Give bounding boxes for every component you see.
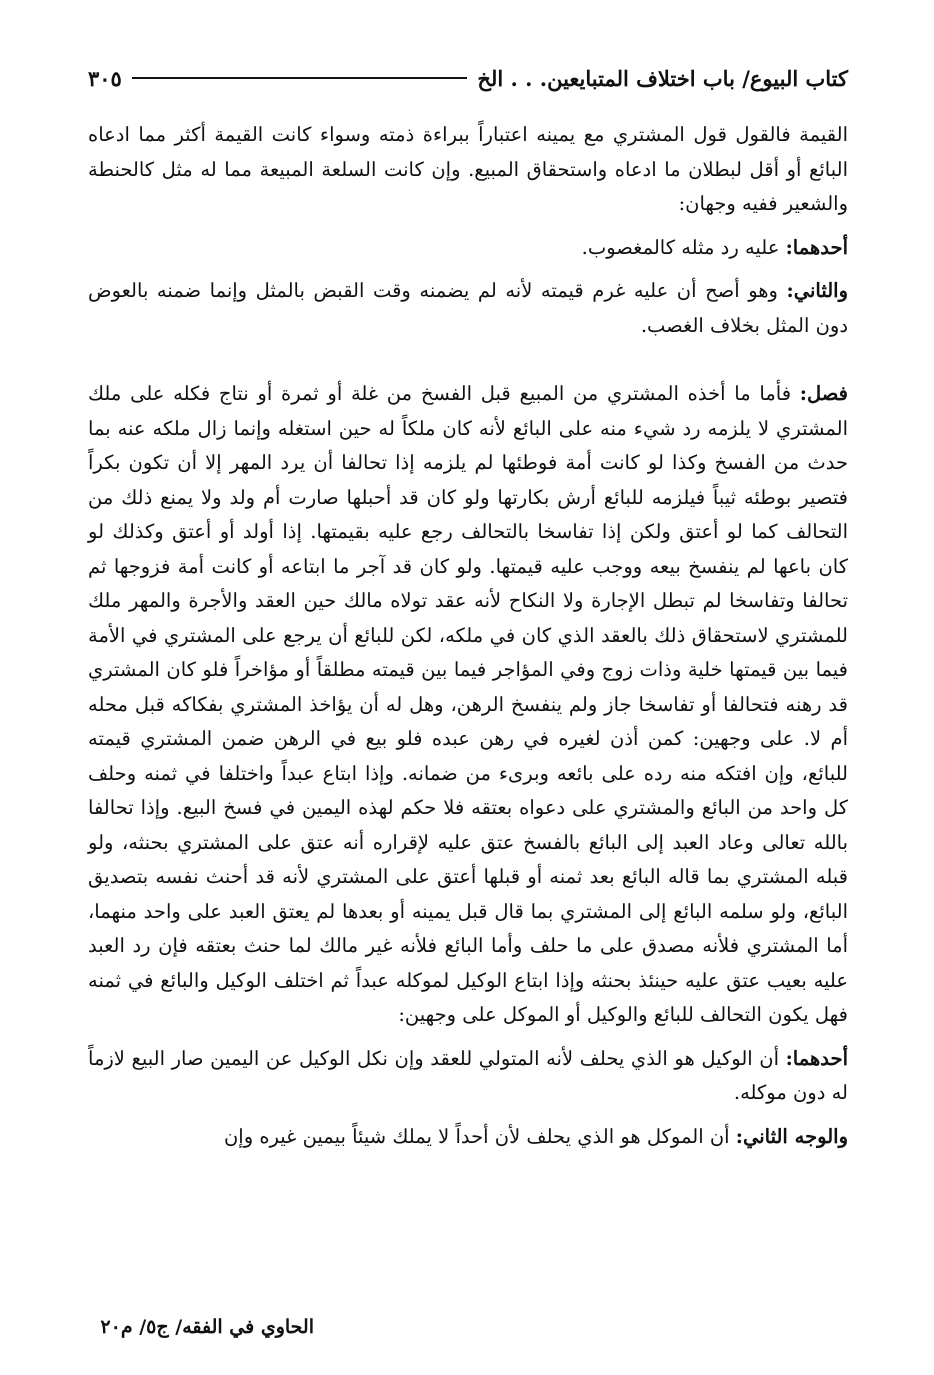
paragraph-label: فصل: [799,382,848,405]
paragraph-agent-first [88,1042,848,1111]
page-footer: الحاوي في الفقه/ ج٥/ م٢٠ [100,1316,314,1338]
paragraph-first-view [88,231,848,266]
paragraph-text: وهو أصح أن عليه غرم قيمته لأنه لم يضمنه وقت القبض بالمثل وإنما ضمنه بالعوض دون المثل بخلاف الغصب. [88,279,848,337]
paragraph-text: أن الموكل هو الذي يحلف لأن أحداً لا يملك شيئاً بيمين غيره وإن [223,1124,736,1148]
paragraph-text: أن الوكيل هو الذي يحلف لأنه المتولي للعقد وإن نكل الوكيل عن اليمين صار البيع لازماً له دون موكله. [88,1046,848,1104]
paragraph-text: فأما ما أخذه المشتري من المبيع قبل الفسخ من غلة أو ثمرة أو نتاج فكله على ملك المشتري لا يلزمه رد شيء منه على البائع لأنه كان ملكاً له حين استغله وإنما زال ملكه عنه بما حدث من الفسخ وكذا لو كانت أمة فوطئها لم يلزمه إذا تحالفا أن يرد المهر إلا أن تكون بكراً فتصير بوطئه ثيباً فيلزمه للبائع أرش بكارتها ولو كان قد أحبلها صارت أم ولد ولا يمنع ذلك من التحالف كما لو أعتق ولكن إذا تفاسخا بالتحالف رجع عليه بقيمتها. إذا أولد أو أعتق وكذلك لو كان باعها لم ينفسخ بيعه ووجب عليه قيمتها. ولو كان قد آجر ما ابتاعه أو كانت أمة فزوجها ثم تحالفا وتفاسخا لم تبطل الإجارة ولا النكاح لأنه عقد تولاه مالك حين العقد والأجرة والمهر ملك للمشتري لاستحقاق ذلك بالعقد الذي كان في ملكه، لكن للبائع أن يرجع على المشتري في الأمة فيما بين قيمتها خلية وذات زوج وفي المؤاجر فيما بين قيمته مطلقاً أو مؤاخراً فلو كان المشتري قد رهنه فتحالفا أو تفاسخا جاز ولم ينفسخ الرهن، وهل له أن يؤاخذ المشتري بفكاكه قبل محله أم لا. على وجهين: كمن أذن لغيره في رهن عبده فلو بيع في الرهن ضمن المشتري قيمته للبائع، وإن افتكه منه رده على بائعه وبرىء من ضمانه. وإذا ابتاع عبداً واختلفا في ثمنه وحلف كل واحد من البائع والمشتري على دعواه بعتقه فلا حكم لهذه اليمين في فسخ البيع. وإذا تحالفا بالله تعالى وعاد العبد إلى البائع بالفسخ عتق عليه لإقراره أنه عتق على المشتري بحنثه، ولو قبله المشتري بما قاله البائع بعد ثمنه أو قبلها أعتق على المشتري لأنه قد أحنث نفسه بتصديق البائع، ولو سلمه البائع إلى المشتري بما قال قبل يمينه أو بعدها لم يعتق العبد على واحد منهما، أما المشتري فلأنه مصدق على ما حلف وأما البائع فلأنه غير مالك لما حنث بعتقه فإن رد العبد عليه بعيب عتق عليه حينئذ بحنثه وإذا ابتاع الوكيل لموكله عبداً ثم اختلف الوكيل والبائع في ثمنه فهل يكون التحالف للبائع والوكيل أو الموكل على وجهين: [88,382,848,1026]
paragraph-section [88,377,848,1033]
paragraph-intro [88,118,848,222]
header-rule [132,77,468,79]
paragraph-label: والوجه الثاني: [735,1124,848,1148]
paragraph-agent-second [88,1120,848,1155]
header-title: كتاب البيوع/ باب اختلاف المتبايعين. . . الخ [477,65,848,91]
running-header [88,58,848,98]
paragraph-label: أحدهما: [785,235,848,259]
paragraph-text: عليه رد مثله كالمغصوب. [581,235,786,259]
paragraph-second-view [88,274,848,343]
body-text [88,118,848,1154]
paragraph-text: القيمة فالقول قول المشتري مع يمينه اعتباراً ببراءة ذمته وسواء كانت القيمة أكثر مما ادعاه البائع أو أقل لبطلان ما ادعاه واستحقاق المبيع. وإن كانت السلعة المبيعة مما له مثل كالحنطة والشعير ففيه وجهان: [88,123,848,215]
page-number: ٣٠٥ [88,65,122,91]
paragraph-label: والثاني: [786,279,848,302]
paragraph-label: أحدهما: [785,1046,848,1070]
